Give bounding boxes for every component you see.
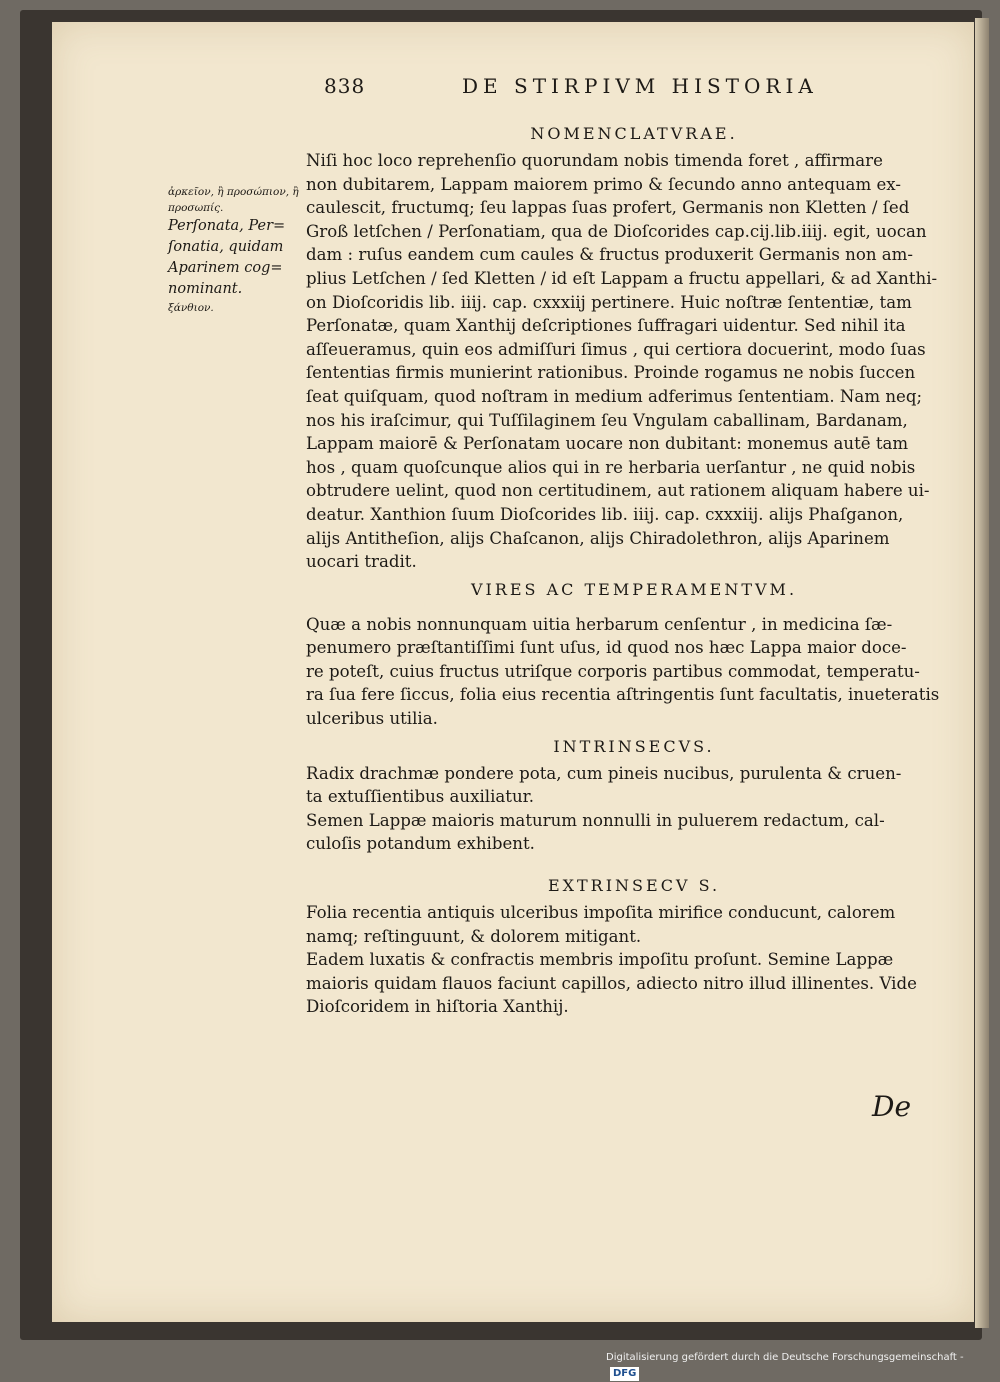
main-text: [306, 118, 962, 1019]
text-line: Niſi hoc loco reprehenſio quorundam nobis timenda foret , affirmare: [306, 151, 883, 170]
text-line: ra ſua fere ſiccus, folia eius recentia aſtringentis ſunt facultatis, inueteratis: [306, 685, 940, 705]
section-heading-vires: VIRES AC TEMPERAMENTVM.: [470, 579, 798, 599]
text-line: culoſis potandum exhibent.: [306, 834, 535, 854]
marginal-line: nominant.: [168, 281, 243, 297]
text-line: re poteſt, cuius fructus utriſque corporis partibus commodat, temperatu-: [306, 661, 920, 681]
text-line: on Dioſcoridis lib. iiij. cap. cxxxiij pertinere. Huic noſtræ ſententiæ, tam: [306, 292, 912, 312]
text-line: Perſonatæ, quam Xanthij deſcriptiones ſuffragari uidentur. Sed nihil ita: [306, 316, 906, 336]
text-line: Lappam maiorē & Perſonatam uocare non dubitant: monemus autē tam: [306, 434, 909, 454]
text-line: deatur. Xanthion ſuum Dioſcorides lib. iiij. cap. cxxxiij. alijs Phaſganon,: [306, 504, 904, 524]
footer-text: Digitalisierung gefördert durch die Deutsche Forschungsgemeinschaft -: [606, 1352, 964, 1363]
intrinsecus-paragraph: [306, 762, 962, 856]
text-line: Radix drachmæ pondere pota, cum pineis nucibus, purulenta & cruen-: [306, 763, 902, 783]
marginal-notes: [168, 184, 300, 316]
running-title: DE STIRPIVM HISTORIA: [462, 74, 818, 98]
text-line: namq; reſtinguunt, & dolorem mitigant.: [306, 926, 642, 946]
marginal-line: Aparinem cog=: [168, 260, 283, 276]
text-line: Eadem luxatis & confractis membris impoſitu proſunt. Semine Lappæ: [306, 950, 894, 970]
text-line: hos , quam quoſcunque alios qui in re herbaria uerſantur , ne quid nobis: [306, 457, 916, 477]
section-heading-extrinsecus: EXTRINSECV S.: [547, 876, 721, 896]
text-line: aſſeueramus, quin eos admiſſuri ſimus , qui certiora docuerint, modo ſuas: [306, 339, 926, 359]
marginal-line: ſonatia, quidam: [168, 239, 284, 255]
text-line: Folia recentia antiquis ulceribus impoſita mirifice conducunt, calorem: [306, 903, 896, 923]
digitization-footer: [606, 1350, 996, 1379]
nomenclature-paragraph: [306, 149, 962, 574]
marginal-greek-end: ξάνθιον.: [168, 302, 214, 314]
marginal-greek: ἀρκεῖον, ἢ προσώπιον, ἢ προσωπίς.: [168, 186, 299, 214]
text-line: uocari tradit.: [306, 552, 417, 572]
page-edge: [975, 18, 989, 1328]
section-heading-nomenclature: NOMENCLATVRAE.: [530, 124, 738, 143]
page-number: 838: [324, 74, 366, 98]
text-line: caulescit, fructumq; ſeu lappas ſuas profert, Germanis non Kletten / ſed: [306, 198, 910, 218]
extrinsecus-paragraph: [306, 901, 962, 1019]
text-line: Semen Lappæ maioris maturum nonnulli in puluerem redactum, cal-: [306, 810, 885, 830]
text-line: ulceribus utilia.: [306, 709, 438, 729]
section-heading-intrinsecus: INTRINSECVS.: [553, 736, 715, 756]
text-line: plius Letſchen / ſed Kletten / id eſt Lappam a fructu appellari, & ad Xanthi-: [306, 268, 938, 288]
text-line: ſententias firmis munierint rationibus. Proinde rogamus ne nobis ſuccen: [306, 363, 916, 383]
vires-paragraph: [306, 613, 962, 731]
text-line: Groß letſchen / Perſonatiam, qua de Dioſcorides cap.cij.lib.iiij. egit, uocan: [306, 221, 927, 241]
marginal-line: Perſonata, Per=: [168, 218, 286, 234]
text-line: ſeat quiſquam, quod noſtram in medium adferimus ſententiam. Nam neq;: [306, 386, 923, 406]
text-line: nos his iraſcimur, qui Tuſſilaginem ſeu Vngulam caballinam, Bardanam,: [306, 410, 908, 430]
text-line: Quæ a nobis nonnunquam uitia herbarum cenſentur , in medicina ſæ-: [306, 614, 893, 634]
text-line: alijs Antitheſion, alijs Chaſcanon, alijs Chiradolethron, alijs Aparinem: [306, 528, 890, 548]
catchword: De: [872, 1090, 912, 1123]
text-line: dam : ruſus eandem cum caules & fructus produxerit Germanis non am-: [306, 245, 914, 265]
text-line: Dioſcoridem in hiſtoria Xanthij.: [306, 997, 569, 1017]
running-head: [272, 74, 832, 104]
text-line: ta extuſſientibus auxiliatur.: [306, 787, 535, 807]
text-line: penumero præſtantiſſimi ſunt uſus, id quod nos hæc Lappa maior doce-: [306, 638, 907, 658]
text-line: obtrudere uelint, quod non certitudinem, aut rationem aliquam habere ui-: [306, 481, 930, 501]
dfg-logo: DFG: [610, 1367, 639, 1381]
text-line: non dubitarem, Lappam maiorem primo & ſecundo anno antequam ex-: [306, 174, 901, 194]
text-line: maioris quidam flauos faciunt capillos, adiecto nitro illud illinentes. Vide: [306, 973, 917, 993]
